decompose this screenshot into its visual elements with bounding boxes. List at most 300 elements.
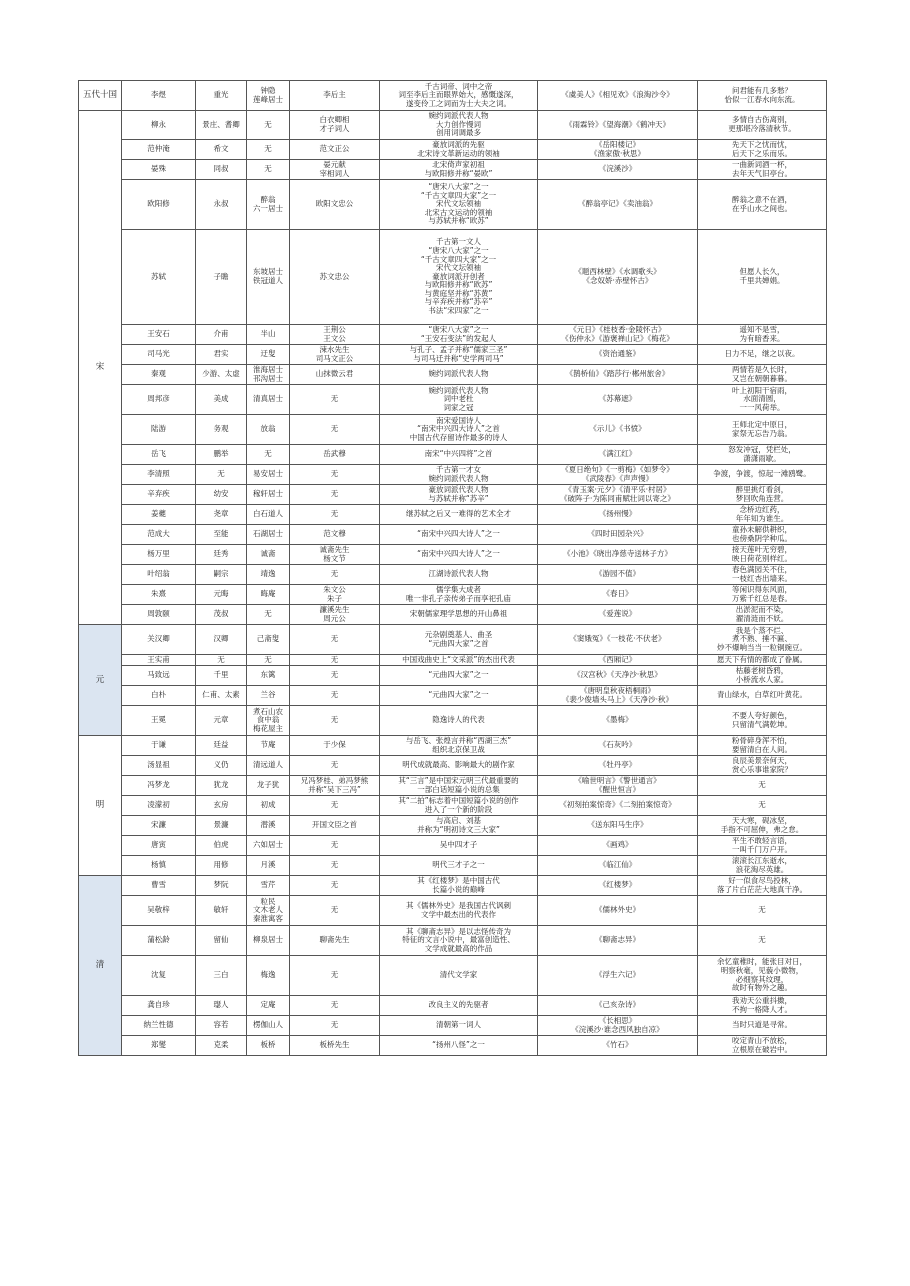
works-cell: 《示儿》《书愤》 [538,415,698,445]
works-cell: 《牡丹亭》 [538,756,698,776]
works-cell: 《西厢记》 [538,655,698,666]
art-name-cell: 迂叟 [247,345,290,365]
honorific-cell: 无 [290,796,380,816]
reputation-cell: 千古第一才女 婉约词派代表人物 [380,465,538,485]
honorific-cell: 王荆公 王文公 [290,325,380,345]
courtesy-name-cell: 梦阮 [196,876,247,896]
table-row [79,896,827,926]
poet-name-cell: 周敦颐 [122,605,196,625]
table-row [79,525,827,545]
table-row [79,545,827,565]
courtesy-name-cell: 重光 [196,81,247,111]
table-row [79,1016,827,1036]
poet-name-cell: 秦观 [122,365,196,385]
courtesy-name-cell: 嗣宗 [196,565,247,585]
table-row [79,816,827,836]
table-row [79,445,827,465]
reputation-cell: 元杂剧奠基人、曲圣 “元曲四大家”之首 [380,625,538,655]
art-name-cell: 六如居士 [247,836,290,856]
poet-name-cell: 姜夔 [122,505,196,525]
famous-quote-cell: 多情自古伤离别， 更那堪冷落清秋节。 [698,111,827,140]
famous-quote-cell: 念桥边红药， 年年知为谁生。 [698,505,827,525]
works-cell: 《送东阳马生序》 [538,816,698,836]
reputation-cell: 南宋爱国诗人 “南宋中兴四大诗人”之首 中国古代存留诗作最多的诗人 [380,415,538,445]
famous-quote-cell: 天大寒，砚冰坚， 手指不可屈伸，弗之怠。 [698,816,827,836]
reputation-cell: 改良主义的先驱者 [380,996,538,1016]
honorific-cell: 无 [290,836,380,856]
table-row [79,856,827,876]
famous-quote-cell: 无 [698,926,827,956]
art-name-cell: 放翁 [247,415,290,445]
famous-quote-cell: 遥知不是雪， 为有暗香来。 [698,325,827,345]
table-row [79,655,827,666]
works-cell: 《小池》《晓出净慈寺送林子方》 [538,545,698,565]
poet-name-cell: 关汉卿 [122,625,196,655]
reputation-cell: 豪放词派的先驱 北宋诗文革新运动的领袖 [380,140,538,160]
works-cell: 《春日》 [538,585,698,605]
courtesy-name-cell: 少游、太虚 [196,365,247,385]
poet-name-cell: 吴敬梓 [122,896,196,926]
honorific-cell: 无 [290,385,380,415]
honorific-cell: 兄冯梦桂、弟冯梦熊 并称“吴下三冯” [290,776,380,796]
courtesy-name-cell: 伯虎 [196,836,247,856]
reputation-cell: 婉约词派代表人物 大力创作慢词 创用词调最多 [380,111,538,140]
table-row [79,565,827,585]
honorific-cell: 无 [290,896,380,926]
courtesy-name-cell: 廷益 [196,736,247,756]
art-name-cell: 粒民 文木老人 秦淮寓客 [247,896,290,926]
honorific-cell: 李后主 [290,81,380,111]
dynasty-cell: 元 [79,625,122,736]
courtesy-name-cell: 留仙 [196,926,247,956]
honorific-cell: 板桥先生 [290,1036,380,1056]
works-cell: 《雨霖铃》《望海潮》《鹤冲天》 [538,111,698,140]
poet-name-cell: 叶绍翁 [122,565,196,585]
famous-quote-cell: 一曲新词酒一杯， 去年天气旧亭台。 [698,160,827,180]
honorific-cell: 欧阳文忠公 [290,180,380,230]
courtesy-name-cell: 仁甫、太素 [196,686,247,706]
art-name-cell: 晦庵 [247,585,290,605]
famous-quote-cell: 青山绿水，白草红叶黄花。 [698,686,827,706]
reputation-cell: 千古第一文人 “唐宋八大家”之一 “千古文章四大家”之一 宋代文坛领袖 豪放词派开创者 与欧阳修并称“欧苏” 与黄庭坚并称“苏黄” 与辛弃疾并称“苏辛” 书法“宋四家”之一 [380,230,538,325]
reputation-cell: “唐宋八大家”之一 “王安石变法”的发起人 [380,325,538,345]
table-row [79,160,827,180]
table-row [79,996,827,1016]
famous-quote-cell: 粉骨碎身浑不怕， 要留清白在人间。 [698,736,827,756]
honorific-cell: 无 [290,415,380,445]
poet-name-cell: 柳永 [122,111,196,140]
courtesy-name-cell: 千里 [196,666,247,686]
famous-quote-cell: 无 [698,796,827,816]
reputation-cell: 宋朝儒家理学思想的开山鼻祖 [380,605,538,625]
reputation-cell: 儒学集大成者 唯一非孔子亲传弟子而享祀孔庙 [380,585,538,605]
table-row [79,230,827,325]
table-row [79,585,827,605]
works-cell: 《初刻拍案惊奇》《二刻拍案惊奇》 [538,796,698,816]
courtesy-name-cell: 用修 [196,856,247,876]
famous-quote-cell: 不要人夸好颜色， 只留清气满乾坤。 [698,706,827,736]
honorific-cell: 诚斋先生 杨文节 [290,545,380,565]
poets-table [78,80,827,1056]
art-name-cell: 初成 [247,796,290,816]
honorific-cell: 于少保 [290,736,380,756]
works-cell: 《扬州慢》 [538,505,698,525]
works-cell: 《虞美人》《相见欢》《浪淘沙令》 [538,81,698,111]
poet-name-cell: 苏轼 [122,230,196,325]
reputation-cell: “南宋中兴四大诗人”之一 [380,545,538,565]
reputation-cell: 其《红楼梦》是中国古代 长篇小说的巅峰 [380,876,538,896]
courtesy-name-cell: 克柔 [196,1036,247,1056]
art-name-cell: 东篱 [247,666,290,686]
reputation-cell: “南宋中兴四大诗人”之一 [380,525,538,545]
art-name-cell: 靖逸 [247,565,290,585]
famous-quote-cell: 童孙未解供耕织， 也傍桑阴学种瓜。 [698,525,827,545]
famous-quote-cell: 愿天下有情的都成了眷属。 [698,655,827,666]
table-row [79,505,827,525]
poet-name-cell: 王安石 [122,325,196,345]
dynasty-cell: 宋 [79,111,122,625]
honorific-cell: 无 [290,756,380,776]
poet-name-cell: 于谦 [122,736,196,756]
poet-name-cell: 杨万里 [122,545,196,565]
honorific-cell: 无 [290,655,380,666]
works-cell: 《汉宫秋》《天净沙·秋思》 [538,666,698,686]
art-name-cell: 半山 [247,325,290,345]
honorific-cell: 范文正公 [290,140,380,160]
dynasty-cell: 五代十国 [79,81,122,111]
table-row [79,686,827,706]
poet-name-cell: 曹雪 [122,876,196,896]
works-cell: 《画鸡》 [538,836,698,856]
works-cell: 《游园不值》 [538,565,698,585]
poets-table-body [79,81,827,1056]
honorific-cell: 晏元献 宰相词人 [290,160,380,180]
courtesy-name-cell: 景庄、耆卿 [196,111,247,140]
honorific-cell: 无 [290,706,380,736]
table-row [79,666,827,686]
reputation-cell: 吴中四才子 [380,836,538,856]
works-cell: 《喻世明言》《警世通言》 《醒世恒言》 [538,776,698,796]
famous-quote-cell: 争渡，争渡，惊起一滩鸥鹭。 [698,465,827,485]
poet-name-cell: 陆游 [122,415,196,445]
honorific-cell: 无 [290,625,380,655]
honorific-cell: 白衣卿相 才子词人 [290,111,380,140]
courtesy-name-cell: 幼安 [196,485,247,505]
honorific-cell: 聊斋先生 [290,926,380,956]
table-row [79,180,827,230]
courtesy-name-cell: 义仍 [196,756,247,776]
famous-quote-cell: 怒发冲冠，凭栏处， 潇潇雨歇。 [698,445,827,465]
famous-quote-cell: 我是个蒸不烂、 煮不熟、捶不匾、 炒不爆响当当一粒铜豌豆。 [698,625,827,655]
reputation-cell: “扬州八怪”之一 [380,1036,538,1056]
works-cell: 《竹石》 [538,1036,698,1056]
art-name-cell: 月溪 [247,856,290,876]
courtesy-name-cell: 容若 [196,1016,247,1036]
courtesy-name-cell: 璱人 [196,996,247,1016]
table-row [79,605,827,625]
famous-quote-cell: 日力不足，继之以夜。 [698,345,827,365]
poet-name-cell: 白朴 [122,686,196,706]
courtesy-name-cell: 尧章 [196,505,247,525]
courtesy-name-cell: 希文 [196,140,247,160]
honorific-cell: 无 [290,856,380,876]
art-name-cell: 清远道人 [247,756,290,776]
table-row [79,756,827,776]
works-cell: 《聊斋志异》 [538,926,698,956]
table-row [79,140,827,160]
reputation-cell: 与岳飞、张煌言并称“西湖三杰” 组织北京保卫战 [380,736,538,756]
famous-quote-cell: 无 [698,896,827,926]
courtesy-name-cell: 介甫 [196,325,247,345]
works-cell: 《醉翁亭记》《卖油翁》 [538,180,698,230]
reputation-cell: “元曲四大家”之一 [380,686,538,706]
poet-name-cell: 晏殊 [122,160,196,180]
art-name-cell: 醉翁 六一居士 [247,180,290,230]
poet-name-cell: 李清照 [122,465,196,485]
courtesy-name-cell: 茂叔 [196,605,247,625]
reputation-cell: 江湖诗派代表人物 [380,565,538,585]
courtesy-name-cell: 务观 [196,415,247,445]
art-name-cell: 龙子犹 [247,776,290,796]
famous-quote-cell: 问君能有几多愁？ 恰似一江春水向东流。 [698,81,827,111]
works-cell: 《儒林外史》 [538,896,698,926]
famous-quote-cell: 好一似食尽鸟投林， 落了片白茫茫大地真干净。 [698,876,827,896]
honorific-cell: 开国文臣之首 [290,816,380,836]
reputation-cell: “元曲四大家”之一 [380,666,538,686]
art-name-cell: 无 [247,605,290,625]
reputation-cell: 千古词帝、词中之帝 词至李后主而眼界始大，感慨遂深， 遂变伶工之词而为士大夫之词。 [380,81,538,111]
works-cell: 《墨梅》 [538,706,698,736]
famous-quote-cell: 平生不敢轻言语， 一叫千门万户开。 [698,836,827,856]
honorific-cell: 岳武穆 [290,445,380,465]
reputation-cell: 婉约词派代表人物 词中老杜 词家之冠 [380,385,538,415]
table-row [79,111,827,140]
courtesy-name-cell: 君实 [196,345,247,365]
courtesy-name-cell: 犹龙 [196,776,247,796]
honorific-cell: 朱文公 朱子 [290,585,380,605]
reputation-cell: 婉约词派代表人物 [380,365,538,385]
courtesy-name-cell: 无 [196,655,247,666]
honorific-cell: 山抹微云君 [290,365,380,385]
poet-name-cell: 周邦彦 [122,385,196,415]
dynasty-cell: 清 [79,876,122,1056]
art-name-cell: 柳泉居士 [247,926,290,956]
famous-quote-cell: 叶上初阳干宿雨， 水面清圆， 一一风荷举。 [698,385,827,415]
works-cell: 《满江红》 [538,445,698,465]
courtesy-name-cell: 玄房 [196,796,247,816]
poet-name-cell: 辛弃疾 [122,485,196,505]
art-name-cell: 石湖居士 [247,525,290,545]
reputation-cell: 南宋“中兴四将”之首 [380,445,538,465]
art-name-cell: 东坡居士 铁冠道人 [247,230,290,325]
reputation-cell: 其“三言”是中国宋元明三代最重要的 一部白话短篇小说的总集 [380,776,538,796]
honorific-cell: 无 [290,485,380,505]
famous-quote-cell: 无 [698,776,827,796]
works-cell: 《石灰吟》 [538,736,698,756]
poet-name-cell: 范成大 [122,525,196,545]
art-name-cell: 淮海居士 邗沟居士 [247,365,290,385]
poet-name-cell: 唐寅 [122,836,196,856]
works-cell: 《题西林壁》《水调歌头》 《念奴娇·赤壁怀古》 [538,230,698,325]
reputation-cell: 豪放词派代表人物 与苏轼并称“苏辛” [380,485,538,505]
works-cell: 《苏幕遮》 [538,385,698,415]
art-name-cell: 白石道人 [247,505,290,525]
courtesy-name-cell: 汉卿 [196,625,247,655]
table-row [79,776,827,796]
courtesy-name-cell: 廷秀 [196,545,247,565]
honorific-cell: 涑水先生 司马文正公 [290,345,380,365]
table-row [79,485,827,505]
reputation-cell: 与高启、刘基 并称为“明初诗文三大家” [380,816,538,836]
works-cell: 《夏日绝句》《一剪梅》《如梦令》 《武陵春》《声声慢》 [538,465,698,485]
art-name-cell: 己斋叟 [247,625,290,655]
famous-quote-cell: 醉翁之意不在酒， 在乎山水之间也。 [698,180,827,230]
poet-name-cell: 王冕 [122,706,196,736]
poet-name-cell: 王实甫 [122,655,196,666]
courtesy-name-cell: 敏轩 [196,896,247,926]
poet-name-cell: 沈复 [122,956,196,996]
reputation-cell: 明代成就最高、影响最大的剧作家 [380,756,538,776]
works-cell: 《长相思》 《浣溪沙·谁念西风独自凉》 [538,1016,698,1036]
famous-quote-cell: 余忆童稚时，能张目对日， 明察秋毫，见藐小微物， 必细察其纹理， 故时有物外之趣。 [698,956,827,996]
poet-name-cell: 范仲淹 [122,140,196,160]
works-cell: 《青玉案·元夕》《清平乐·村居》 《破阵子·为陈同甫赋壮词以寄之》 [538,485,698,505]
poet-name-cell: 凌濛初 [122,796,196,816]
honorific-cell: 无 [290,876,380,896]
famous-quote-cell: 但愿人长久， 千里共婵娟。 [698,230,827,325]
famous-quote-cell: 我劝天公重抖擞， 不拘一格降人才。 [698,996,827,1016]
honorific-cell: 无 [290,1016,380,1036]
courtesy-name-cell: 三白 [196,956,247,996]
honorific-cell: 无 [290,666,380,686]
table-row [79,325,827,345]
poet-name-cell: 纳兰性德 [122,1016,196,1036]
famous-quote-cell: 先天下之忧而忧， 后天下之乐而乐。 [698,140,827,160]
works-cell: 《四时田园杂兴》 [538,525,698,545]
art-name-cell: 潜溪 [247,816,290,836]
reputation-cell: 清朝第一词人 [380,1016,538,1036]
poet-name-cell: 欧阳修 [122,180,196,230]
art-name-cell: 无 [247,445,290,465]
poet-name-cell: 李煜 [122,81,196,111]
art-name-cell: 定庵 [247,996,290,1016]
honorific-cell: 无 [290,996,380,1016]
works-cell: 《元日》《桂枝香·金陵怀古》 《伤仲永》《游褒禅山记》《梅花》 [538,325,698,345]
table-row [79,1036,827,1056]
famous-quote-cell: 春色满园关不住， 一枝红杏出墙来。 [698,565,827,585]
table-row [79,796,827,816]
reputation-cell: 中国戏曲史上“文采派”的杰出代表 [380,655,538,666]
table-row [79,706,827,736]
works-cell: 《鹊桥仙》《踏莎行·郴州旅舍》 [538,365,698,385]
art-name-cell: 节庵 [247,736,290,756]
reputation-cell: 其《聊斋志异》是以志怪传奇为 特征的文言小说中，最富创造性、 文学成就最高的作品 [380,926,538,956]
honorific-cell: 无 [290,956,380,996]
reputation-cell: 继苏轼之后又一难得的艺术全才 [380,505,538,525]
art-name-cell: 无 [247,111,290,140]
reputation-cell: 清代文学家 [380,956,538,996]
famous-quote-cell: 接天莲叶无穷碧， 映日荷花别样红。 [698,545,827,565]
courtesy-name-cell: 景濂 [196,816,247,836]
poet-name-cell: 朱熹 [122,585,196,605]
poet-name-cell: 杨慎 [122,856,196,876]
works-cell: 《临江仙》 [538,856,698,876]
courtesy-name-cell: 元晦 [196,585,247,605]
poet-name-cell: 蒲松龄 [122,926,196,956]
art-name-cell: 板桥 [247,1036,290,1056]
table-row [79,345,827,365]
art-name-cell: 无 [247,655,290,666]
famous-quote-cell: 当时只道是寻常。 [698,1016,827,1036]
honorific-cell: 无 [290,686,380,706]
poet-name-cell: 冯梦龙 [122,776,196,796]
famous-quote-cell: 滚滚长江东逝水， 浪花淘尽英雄。 [698,856,827,876]
reputation-cell: “唐宋八大家”之一 “千古文章四大家”之一 宋代文坛领袖 北宋古文运动的领袖 与苏轼并称“欧苏” [380,180,538,230]
works-cell: 《窦娥冤》《一枝花·不伏老》 [538,625,698,655]
honorific-cell: 苏文忠公 [290,230,380,325]
honorific-cell: 无 [290,565,380,585]
works-cell: 《红楼梦》 [538,876,698,896]
art-name-cell: 诚斋 [247,545,290,565]
famous-quote-cell: 枯藤老树昏鸦， 小桥流水人家。 [698,666,827,686]
art-name-cell: 雪芹 [247,876,290,896]
art-name-cell: 稼轩居士 [247,485,290,505]
table-row [79,625,827,655]
poet-name-cell: 马致远 [122,666,196,686]
poet-name-cell: 司马光 [122,345,196,365]
table-row [79,736,827,756]
poet-name-cell: 郑燮 [122,1036,196,1056]
courtesy-name-cell: 鹏举 [196,445,247,465]
famous-quote-cell: 出淤泥而不染， 濯清涟而不妖。 [698,605,827,625]
courtesy-name-cell: 至能 [196,525,247,545]
reputation-cell: 明代三才子之一 [380,856,538,876]
table-row [79,365,827,385]
poet-name-cell: 岳飞 [122,445,196,465]
courtesy-name-cell: 元章 [196,706,247,736]
courtesy-name-cell: 永叔 [196,180,247,230]
table-row [79,415,827,445]
works-cell: 《浮生六记》 [538,956,698,996]
famous-quote-cell: 王师北定中原日， 家祭无忘告乃翁。 [698,415,827,445]
works-cell: 《资治通鉴》 [538,345,698,365]
reputation-cell: 隐逸诗人的代表 [380,706,538,736]
table-row [79,876,827,896]
table-row [79,926,827,956]
works-cell: 《爱莲说》 [538,605,698,625]
poet-name-cell: 宋濂 [122,816,196,836]
art-name-cell: 兰谷 [247,686,290,706]
art-name-cell: 楞伽山人 [247,1016,290,1036]
art-name-cell: 清真居士 [247,385,290,415]
table-row [79,81,827,111]
dynasty-cell: 明 [79,736,122,876]
art-name-cell: 无 [247,160,290,180]
table-row [79,385,827,415]
courtesy-name-cell: 同叔 [196,160,247,180]
art-name-cell: 无 [247,140,290,160]
reputation-cell: 其《儒林外史》是我国古代讽刺 文学中最杰出的代表作 [380,896,538,926]
courtesy-name-cell: 无 [196,465,247,485]
works-cell: 《己亥杂诗》 [538,996,698,1016]
works-cell: 《岳阳楼记》 《渔家傲·秋思》 [538,140,698,160]
reputation-cell: 与孔子、孟子并称“儒家三圣” 与司马迁并称“史学两司马” [380,345,538,365]
honorific-cell: 无 [290,465,380,485]
art-name-cell: 钟隐 莲峰居士 [247,81,290,111]
table-row [79,465,827,485]
works-cell: 《浣溪沙》 [538,160,698,180]
honorific-cell: 濂溪先生 周元公 [290,605,380,625]
